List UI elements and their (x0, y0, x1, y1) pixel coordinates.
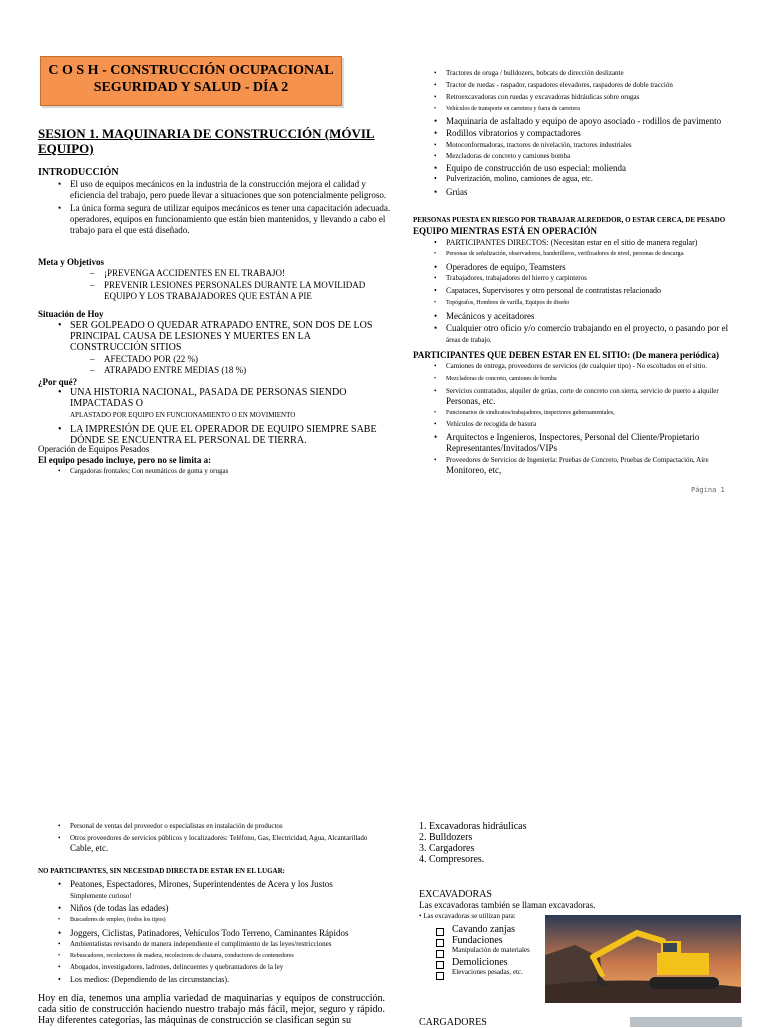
why-item-1-sub: APLASTADO POR EQUIPO EN FUNCIONAMIENTO O EN MOVIMIENTO (70, 411, 296, 419)
np-item-cont: Simplemente curioso! (70, 892, 132, 900)
list-item: • Personas de señalización, observadores, banderilleros, verificadores de nivel, personas de descarga. (430, 250, 760, 258)
list-item (54, 879, 394, 901)
situation-heading: Situación de Hoy (38, 309, 104, 319)
category-item: 4. Compresores. (419, 854, 485, 865)
list-item: • Motoconformadoras, tractores de nivelación, tractores industriales (430, 141, 750, 150)
list-item (54, 834, 394, 854)
why-list (54, 387, 390, 446)
intro-heading: INTRODUCCIÓN (38, 167, 119, 178)
risk-list (430, 238, 760, 345)
category-item: 3. Cargadores (419, 843, 475, 854)
situation-sub-list (80, 354, 370, 376)
loaders-heading: CARGADORES (419, 1017, 487, 1028)
risk-heading-2: EQUIPO MIENTRAS ESTÁ EN OPERACIÓN (413, 226, 598, 236)
periodic-item-text: Proveedores de Servicios de Ingeniería: Pruebas de Concreto, Pruebas de Compactación, Aire (446, 456, 709, 464)
periodic-item-cont: Personas, etc. (446, 396, 496, 406)
page-number: Página 1 (691, 486, 725, 494)
list-item: • Vehículos de transporte en carretera y fuera de carretera (430, 105, 750, 113)
list-item: • Pulverización, molino, camiones de agua, etc. (430, 174, 750, 184)
excavators-heading: EXCAVADORAS (419, 889, 492, 900)
intro-paragraph: Hoy en día, tenemos una amplia variedad de maquinarias y equipos de construcción. cada sitio de construcción haciendo nuestro trabajo más fácil, mejor, seguro y rápido. Hay diferentes categorías, las máquinas de construcción se clasifican según su (38, 993, 385, 1026)
periodic-item-cont: Representantes/Invitados/VIPs (446, 443, 557, 453)
periodic-list (430, 362, 760, 476)
list-item: • Rodillos vibratorios y compactadores (430, 128, 750, 139)
why-item-1: UNA HISTORIA NACIONAL, PASADA DE PERSONAS SIENDO IMPACTADAS O (70, 387, 347, 409)
vendors-item-text: Otros proveedores de servicios públicos y localizadores: Teléfono, Gas, Electricidad, Agua, Alcantarillado (70, 834, 368, 842)
intro-list (54, 179, 398, 236)
list-item: • Rebuscadores, recolectores de madera, recolectores de chatarra, conductores de contenedores (54, 952, 394, 960)
goals-heading: Meta y Objetivos (38, 257, 104, 267)
list-item: • Capataces, Supervisores y otro personal de contratistas relacionado (430, 286, 760, 296)
non-participants-list (54, 879, 394, 985)
list-item (430, 387, 760, 407)
list-item: Cavando zanjas (434, 924, 544, 935)
risk-item-cont: áreas de trabajo. (446, 336, 492, 344)
list-item: – ¡PREVENGA ACCIDENTES EN EL TRABAJO! (80, 268, 370, 279)
list-item: • Mecánicos y aceitadores (430, 311, 760, 322)
list-item: • Abogados, investigadores, ladrones, delincuentes y quebrantadores de la ley (54, 963, 394, 972)
goals-list (80, 268, 370, 302)
title-banner (40, 56, 342, 106)
list-item: • Grúas (430, 187, 750, 198)
list-item: • Topógrafos, Hombres de varilla, Equipos de diseño (430, 299, 760, 307)
list-item: • Tractores de oruga / bulldozers, bobcats de dirección deslizante (430, 69, 750, 78)
list-item: • Niños (de todas las edades) (54, 903, 394, 914)
list-item: • Operadores de equipo, Teamsters (430, 262, 760, 273)
heavy-heading: Operación de Equipos Pesados (38, 444, 150, 454)
periodic-item-text: Servicios contratados, alquiler de grúas, corte de concreto con sierra, servicio de puerto a alquiler (446, 387, 719, 395)
list-item: – ATRAPADO ENTRE MEDIAS (18 %) (80, 365, 370, 376)
heavy-subheading: El equipo pesado incluye, pero no se limita a: (38, 455, 212, 465)
list-item: Manipulación de materiales (434, 946, 544, 955)
list-item: • Mezcladoras de concreto, camiones de bomba (430, 375, 760, 383)
list-item: • Mezcladoras de concreto y camiones bomba (430, 152, 750, 161)
list-item: • Buscadores de empleo, (todos los tipos) (54, 916, 394, 924)
periodic-item-cont: Monitoreo, etc, (446, 465, 502, 475)
loader-photo (630, 1017, 742, 1027)
list-item: • Camiones de entrega, proveedores de servicios (de cualquier tipo) - No escoltados en el sitio. (430, 362, 760, 371)
periodic-heading: PARTICIPANTES QUE DEBEN ESTAR EN EL SITIO: (De manera periódica) (413, 350, 719, 360)
list-item (430, 456, 760, 476)
list-item: • Los medios: (Dependiendo de las circunstancias). (54, 975, 394, 985)
risk-heading: PERSONAS PUESTA EN RIESGO POR TRABAJAR ALREDEDOR, O ESTAR CERCA, DE PESADO (413, 216, 726, 224)
list-item: • Personal de ventas del proveedor o especialistas en instalación de productos (54, 822, 394, 831)
list-item: • La única forma segura de utilizar equipos mecánicos es tener una capacitación adecuada. operadores, equipos en funcionamiento que están bien mantenidos, y llevando a cabo el trabajo para el que está diseñado. (54, 203, 398, 236)
periodic-item-text: Arquitectos e Ingenieros, Inspectores, Personal del Cliente/Propietario (446, 432, 700, 442)
list-item: • SER GOLPEADO O QUEDAR ATRAPADO ENTRE, SON DOS DE LOS PRINCIPAL CAUSA DE LESIONES Y MUERTES EN LA CONSTRUCCIÓN SITIOS (54, 320, 384, 353)
list-item: Fundaciones (434, 935, 544, 946)
list-item: • PARTICIPANTES DIRECTOS: (Necesitan estar en el sitio de manera regular) (430, 238, 760, 248)
category-item: 2. Bulldozers (419, 832, 473, 843)
list-item (430, 432, 760, 454)
why-heading: ¿Por qué? (38, 377, 78, 387)
np-item-text: Peatones, Espectadores, Mirones, Superintendentes de Acera y los Justos (70, 879, 333, 889)
excavators-intro: Las excavadoras también se llaman excavadoras. (419, 900, 596, 910)
category-item: 1. Excavadoras hidráulicas (419, 821, 527, 832)
list-item: • Maquinaria de asfaltado y equipo de apoyo asociado - rodillos de pavimento (430, 116, 750, 127)
list-item: – AFECTADO POR (22 %) (80, 354, 370, 365)
list-item: • Funcionarios de sindicatos/trabajadores, inspectores gubernamentales, (430, 409, 760, 417)
risk-item-text: Cualquier otro oficio y/o comercio trabajando en el proyecto, o pasando por el (446, 323, 729, 333)
list-item: • Equipo de construcción de uso especial: molienda (430, 163, 750, 174)
list-item: • Joggers, Ciclistas, Patinadores, Vehículos Todo Terreno, Caminantes Rápidos (54, 928, 394, 939)
non-participants-heading: NO PARTICIPANTES, SIN NECESIDAD DIRECTA DE ESTAR EN EL LUGAR: (38, 867, 286, 875)
situation-list (54, 320, 384, 353)
list-item: Demoliciones (434, 957, 544, 968)
list-item: • Trabajadores, trabajadores del hierro y carpinteros (430, 274, 760, 283)
list-item: • El uso de equipos mecánicos en la industria de la construcción mejora el calidad y eficiencia del trabajo, pero puede llevar a situaciones que son potencialmente peligroso. (54, 179, 398, 201)
list-item: • Vehículos de recogida de basura (430, 420, 760, 429)
list-item: • LA IMPRESIÓN DE QUE EL OPERADOR DE EQUIPO SIEMPRE SABE DÓNDE SE ENCUENTRA EL PERSONAL DE TIERRA. (54, 424, 390, 446)
session-title: SESION 1. MAQUINARIA DE CONSTRUCCIÓN (MÓVIL EQUIPO) (38, 126, 375, 156)
excavator-uses-list (434, 924, 544, 977)
list-item (54, 387, 390, 420)
list-item: • Tractor de ruedas - raspador, raspadores elevadores, raspadores de doble tracción (430, 81, 750, 90)
list-item (430, 323, 760, 345)
equipment-list (430, 69, 750, 198)
banner-line-1: C O S H - CONSTRUCCIÓN OCUPACIONAL (48, 63, 334, 78)
machine-categories (419, 821, 579, 865)
list-item: • Cargadoras frontales; Con neumáticos de goma y orugas (54, 467, 384, 476)
heavy-list (54, 467, 384, 476)
banner-line-2: SEGURIDAD Y SALUD - DÍA 2 (93, 80, 289, 95)
excavators-uses-label: • Las excavadoras se utilizan para: (419, 912, 516, 920)
vendors-list (54, 822, 394, 854)
list-item: – PREVENIR LESIONES PERSONALES DURANTE LA MOVILIDAD EQUIPO Y LOS TRABAJADORES QUE ESTÁN A PIE (80, 280, 370, 302)
excavator-photo (545, 915, 741, 1003)
vendors-item-cont: Cable, etc. (70, 843, 109, 853)
list-item: • Ambientalistas revisando de manera independiente el cumplimiento de las leyes/restricciones (54, 940, 394, 949)
list-item: • Retroexcavadoras con ruedas y excavadoras hidráulicas sobre orugas (430, 93, 750, 102)
list-item: Elevaciones pesadas, etc. (434, 968, 544, 977)
